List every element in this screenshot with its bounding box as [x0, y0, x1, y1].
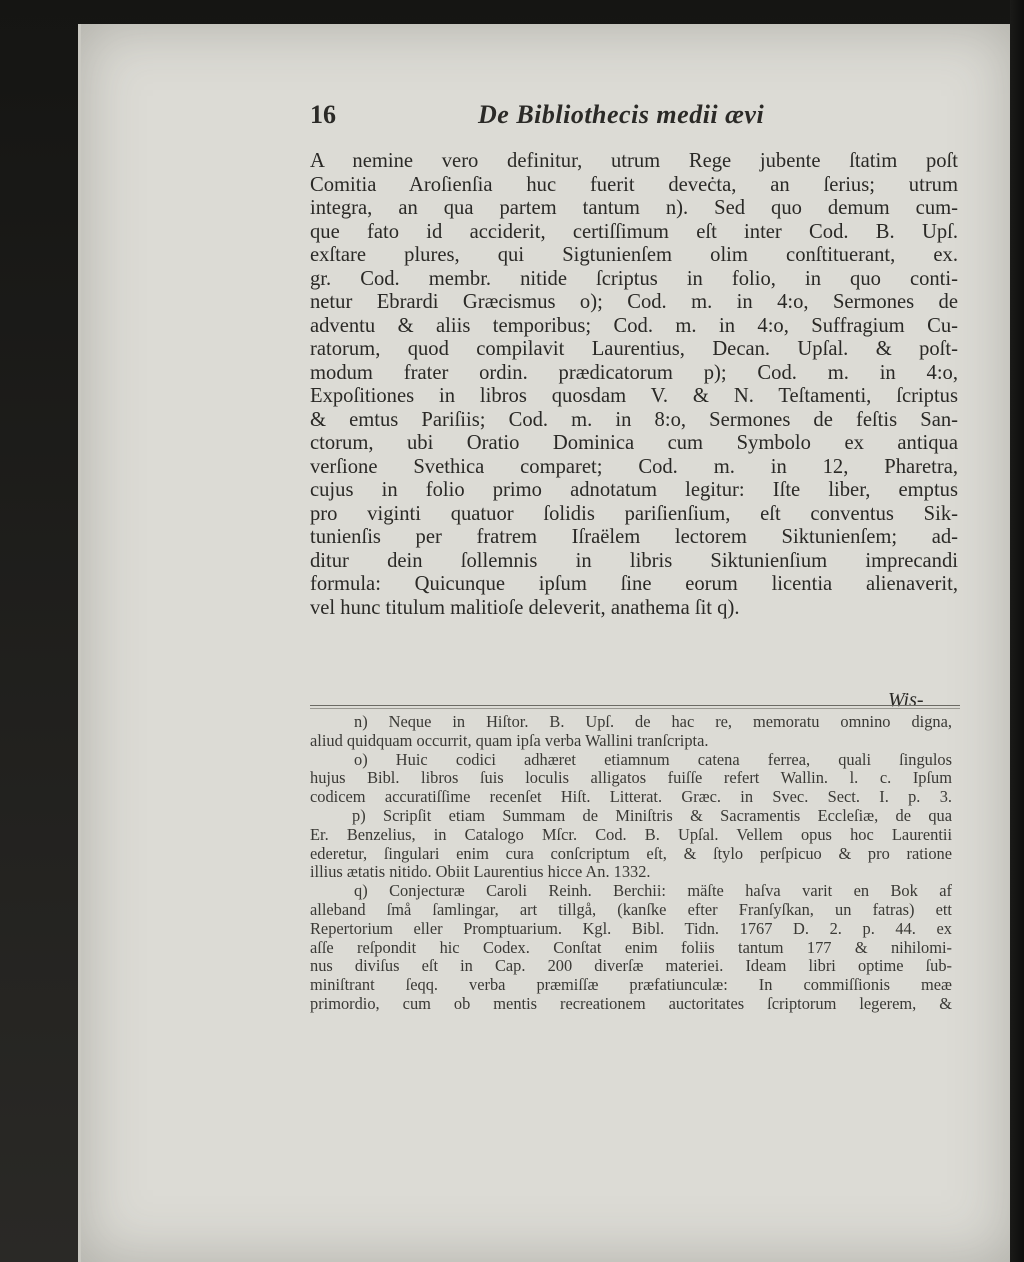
- footnote-line: codicem accuratiſſime recenſet Hiſt. Litterat. Græc. in Svec. Sect. I. p. 3.: [310, 787, 952, 807]
- text-line: Expoſitiones in libros quosdam V. & N. Teſtamenti, ſcriptus: [310, 385, 958, 407]
- page-number: 16: [310, 100, 336, 129]
- footnote-line: hujus Bibl. libros ſuis loculis alligatos fuiſſe refert Wallin. l. c. Ipſum: [310, 768, 952, 788]
- text-line: pro viginti quatuor ſolidis pariſienſium, eſt conventus Sik-: [310, 502, 958, 525]
- text-line: cujus in folio primo adnotatum legitur: Iſte liber, emptus: [310, 479, 958, 501]
- text-line: netur Ebrardi Græcismus o); Cod. m. in 4:o, Sermones de: [310, 291, 958, 313]
- running-title: De Bibliothecis medii ævi: [478, 100, 765, 129]
- text-line: que fato id acciderit, certiſſimum eſt inter Cod. B. Upſ.: [310, 220, 958, 243]
- footnote-line: Repertorium eller Promptuarium. Kgl. Bibl. Tidn. 1767 D. 2. p. 44. ex: [310, 918, 952, 938]
- footnote-rule-secondary: [310, 708, 960, 709]
- footnote-line: nus diviſus eſt in Cap. 200 diverſæ materiei. Ideam libri optime ſub-: [310, 956, 952, 976]
- footnote-line: p) Scripſit etiam Summam de Miniſtris & Sacramentis Eccleſiæ, de qua: [352, 805, 952, 825]
- text-line: ratorum, quod compilavit Laurentius, Decan. Upſal. & poſt-: [310, 338, 958, 360]
- text-line: adventu & aliis temporibus; Cod. m. in 4:o, Suffragium Cu-: [310, 314, 958, 337]
- footnote-line: ederetur, ſingulari enim cura conſcriptum eſt, & ſtylo perſpicuo & pro ratione: [310, 843, 952, 863]
- catchword: Wis-: [888, 689, 924, 711]
- text-line: modum frater ordin. prædicatorum p); Cod. m. in 4:o,: [310, 361, 958, 384]
- footnote-line: q) Conjecturæ Caroli Reinh. Berchii: mäſte haſva varit en Bok af: [354, 881, 952, 901]
- footnote-line: aſſe reſpondit hic Codex. Conſtat enim foliis tantum 177 & nihilomi-: [310, 937, 952, 957]
- footnote-line: alleband ſmå ſamlingar, art tillgå, (kanſke efter Franſyſkan, un fatras) ett: [310, 899, 952, 919]
- footnote-rule: [310, 705, 960, 706]
- text-line: integra, an qua partem tantum n). Sed quo demum cum-: [310, 197, 958, 219]
- footnote-line: aliud quidquam occurrit, quam ipſa verba Wallini tranſcripta.: [310, 730, 709, 750]
- footnote-line: miniſtrant ſeqq. verba præmiſſæ præfatiunculæ: In commiſſionis meæ: [310, 975, 952, 995]
- text-line: verſione Svethica comparet; Cod. m. in 12, Pharetra,: [310, 455, 958, 478]
- page-edge-shadow: [1010, 0, 1024, 1262]
- page-header: [218, 100, 918, 140]
- text-line: gr. Cod. membr. nitide ſcriptus in folio, in quo conti-: [310, 267, 958, 290]
- footnote-line: primordio, cum ob mentis recreationem auctoritates ſcriptorum legerem, &: [310, 993, 952, 1013]
- footnotes: [310, 713, 952, 1014]
- text-line: ditur dein ſollemnis in libris Siktunienſium imprecandi: [310, 549, 958, 572]
- text-line: exſtare plures, qui Sigtunienſem olim conſtituerant, ex.: [310, 244, 958, 266]
- text-line: & emtus Pariſiis; Cod. m. in 8:o, Sermones de feſtis San-: [310, 408, 958, 431]
- main-text: [310, 150, 958, 620]
- footnote-line: o) Huic codici adhæret etiamnum catena ferrea, quali ſingulos: [354, 749, 952, 769]
- text-line: ctorum, ubi Oratio Dominica cum Symbolo ex antiqua: [310, 432, 958, 454]
- footnote-line: n) Neque in Hiſtor. B. Upſ. de hac re, memoratu omnino digna,: [354, 712, 952, 731]
- text-line: vel hunc titulum malitioſe deleverit, anathema ſit q).: [310, 596, 740, 619]
- text-line: formula: Quicunque ipſum ſine eorum licentia alienaverit,: [310, 573, 958, 595]
- footnote-line: Er. Benzelius, in Catalogo Mſcr. Cod. B. Upſal. Vellem opus hoc Laurentii: [310, 824, 952, 844]
- footnote-line: illius ætatis nitido. Obiit Laurentius hicce An. 1332.: [310, 862, 651, 882]
- text-line: tunienſis per fratrem Iſraëlem lectorem Siktunienſem; ad-: [310, 526, 958, 548]
- text-line: Comitia Aroſienſia huc fuerit deveċta, an ſerius; utrum: [310, 173, 958, 196]
- text-line: A nemine vero definitur, utrum Rege jubente ſtatim poſt: [310, 150, 958, 172]
